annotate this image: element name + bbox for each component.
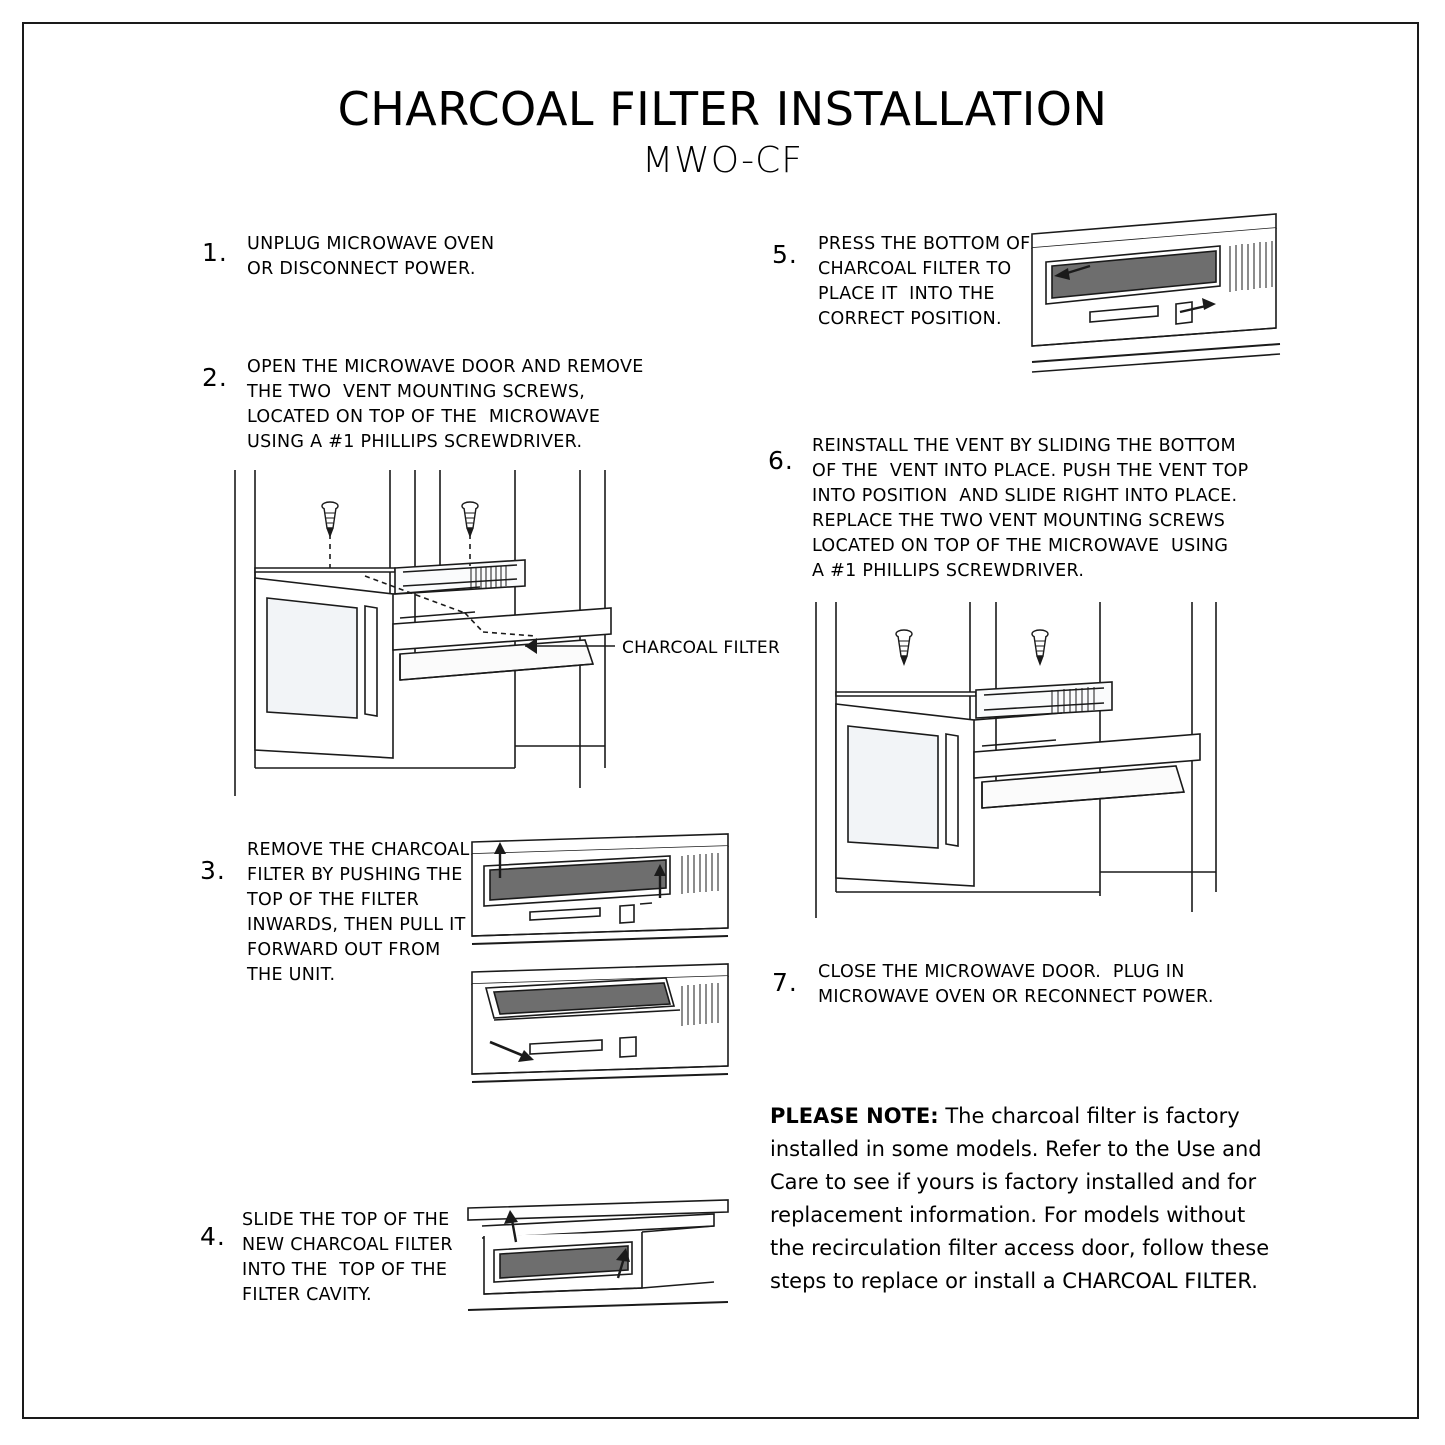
step-4-number: 4. [200,1222,226,1251]
figure-microwave-door-open [225,468,645,798]
please-note-body: The charcoal filter is factory installed in some models. Refer to the Use and Care to see if yours is factory installed and for replacement information. For models without the recirculation filter access door, follow these steps to replace or install a CHARCOAL FILTER. [770,1104,1270,1293]
step-6-text: REINSTALL THE VENT BY SLIDING THE BOTTOM OF THE VENT INTO PLACE. PUSH THE VENT TOP INTO POSITION AND SLIDE RIGHT INTO PLACE. REPLACE THE TWO VENT MOUNTING SCREWS LOCATED ON TOP OF THE MICROWAVE USING A #1 PHILLIPS SCREWDRIVER. [812,436,1249,581]
step-3-number: 3. [200,856,226,885]
figure-filter-pull-out [470,958,736,1098]
please-note [770,1100,1270,1298]
step-2-text: OPEN THE MICROWAVE DOOR AND REMOVE THE TWO VENT MOUNTING SCREWS, LOCATED ON TOP OF THE MICROWAVE USING A #1 PHILLIPS SCREWDRIVER. [247,357,644,452]
figure-slide-new-filter [466,1192,736,1332]
step-3-text: REMOVE THE CHARCOAL FILTER BY PUSHING THE TOP OF THE FILTER INWARDS, THEN PULL IT FORWARD OUT FROM THE UNIT. [247,840,470,985]
please-note-label: PLEASE NOTE: [770,1104,939,1128]
step-7-number: 7. [772,968,798,997]
step-1-text: UNPLUG MICROWAVE OVEN OR DISCONNECT POWER. [247,234,495,279]
step-2-number: 2. [202,363,228,392]
figure-reinstall-vent [800,600,1240,920]
callout-charcoal-filter: CHARCOAL FILTER [622,638,781,658]
step-5-number: 5. [772,240,798,269]
step-7-text: CLOSE THE MICROWAVE DOOR. PLUG IN MICROWAVE OVEN OR RECONNECT POWER. [818,962,1214,1007]
step-4-text: SLIDE THE TOP OF THE NEW CHARCOAL FILTER INTO THE TOP OF THE FILTER CAVITY. [242,1210,453,1305]
figure-press-filter-bottom [1030,212,1284,384]
page-subtitle: MWO-CF [642,140,803,181]
step-5-text: PRESS THE BOTTOM OF CHARCOAL FILTER TO PLACE IT INTO THE CORRECT POSITION. [818,234,1031,329]
page-title: CHARCOAL FILTER INSTALLATION [337,82,1108,136]
step-6-number: 6. [768,446,794,475]
step-1-number: 1. [202,238,228,267]
figure-filter-push-in [470,832,736,956]
